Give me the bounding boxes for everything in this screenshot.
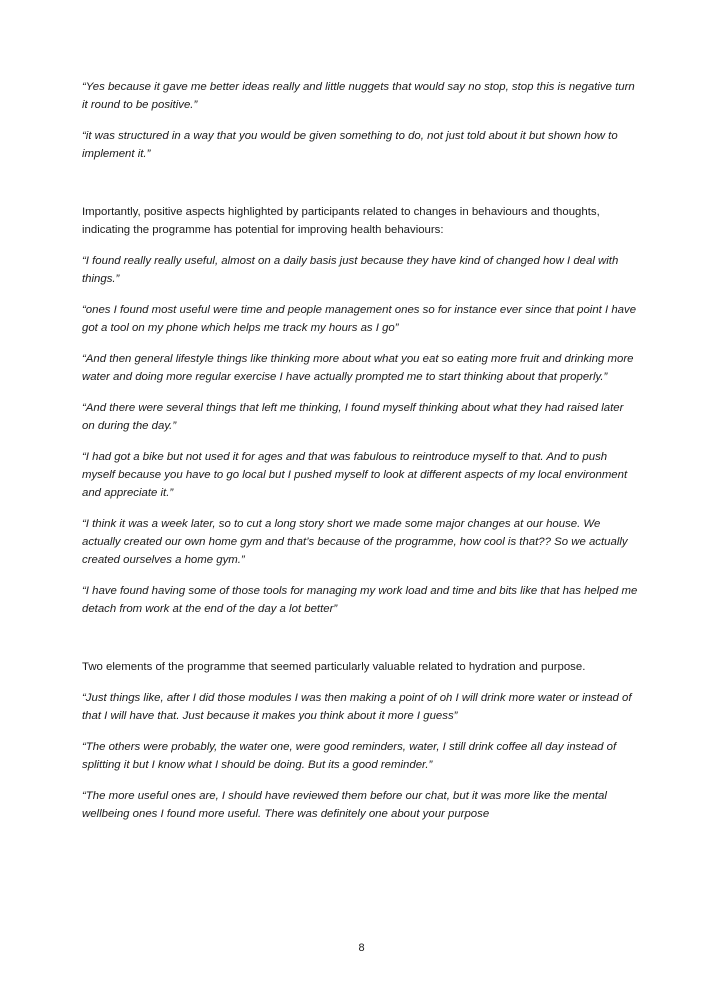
quote-drink-more-water: “Just things like, after I did those modules I was then making a point of oh I will drink more water or instead of that I will have that. Just because it makes you think about it more I guess” [82,692,632,722]
document-body [82,78,638,823]
quote-daily-basis: “I found really really useful, almost on a daily basis just because they have kind of changed how I deal with things.” [82,255,619,285]
paragraph-behaviour-changes: Importantly, positive aspects highlighted by participants related to changes in behaviours and thoughts, indicating the programme has potential for improving health behaviours: [82,206,600,236]
quote-mental-wellbeing: “The more useful ones are, I should have reviewed them before our chat, but it was more like the mental wellbeing ones I found more useful. There was definitely one about your purpose [82,790,607,820]
quote-time-management: “ones I found most useful were time and people management ones so for instance ever since that point I have got a tool on my phone which helps me track my hours as I go” [82,304,637,334]
quote-water-reminders: “The others were probably, the water one, were good reminders, water, I still drink coffee all day instead of splitting it but I know what I should be doing. But its a good reminder.” [82,741,617,771]
quote-left-thinking: “And there were several things that left me thinking, I found myself thinking about what they had raised later on during the day.” [82,402,624,432]
quote-yes-better-ideas: “Yes because it gave me better ideas really and little nuggets that would say no stop, stop this is negative turn it round to be positive.” [82,81,635,111]
quote-lifestyle: “And then general lifestyle things like thinking more about what you eat so eating more fruit and drinking more water and doing more regular exercise I have actually prompted me to start thinking about that properly.” [82,353,634,383]
quote-structured: “it was structured in a way that you would be given something to do, not just told about it but shown how to implement it.” [82,130,618,160]
paragraph-hydration-purpose: Two elements of the programme that seemed particularly valuable related to hydration and purpose. [82,661,586,673]
quote-detach-from-work: “I have found having some of those tools for managing my work load and time and bits like that has helped me detach from work at the end of the day a lot better” [82,585,638,615]
page-number: 8 [358,942,365,954]
quote-bike: “I had got a bike but not used it for ages and that was fabulous to reintroduce myself to that. And to push myself because you have to go local but I pushed myself to look at different aspects of my local environment and appreciate it.” [82,451,628,499]
quote-home-gym: “I think it was a week later, so to cut a long story short we made some major changes at our house. We actually created our own home gym and that’s because of the programme, how cool is that?? So we actually created ourselves a home gym.” [82,518,628,566]
